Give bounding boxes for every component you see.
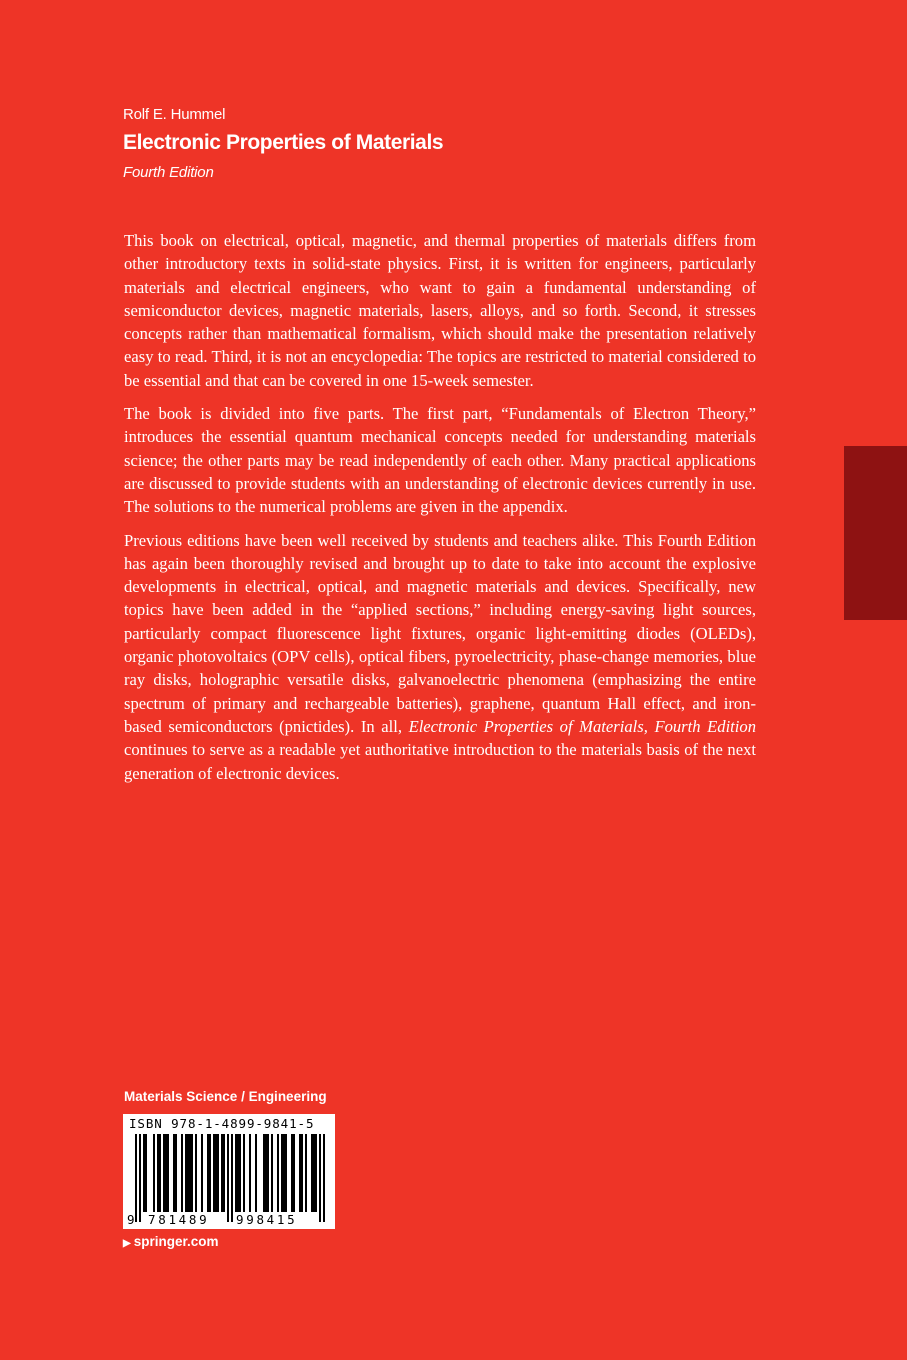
- barcode-digits-left: 781489: [148, 1212, 210, 1227]
- barcode-bar: [283, 1134, 285, 1212]
- spine-color-tab: [844, 446, 907, 620]
- barcode-bar: [271, 1134, 273, 1212]
- barcode-bar: [305, 1134, 307, 1212]
- barcode-bar: [163, 1134, 165, 1212]
- barcode-bar: [277, 1134, 279, 1212]
- barcode-bar: [181, 1134, 183, 1212]
- description-paragraph-2: The book is divided into five parts. The first part, “Fundamentals of Electron Theory,” introduces the essential quantum mechanical concepts needed for understanding materials science; the other parts may be read independently of each other. Many practical applications are discussed to provide students with an understanding of electronic devices currently in use. The solutions to the numerical problems are given in the appendix.: [124, 404, 756, 517]
- barcode-bar: [313, 1134, 315, 1212]
- publisher-website[interactable]: [123, 1234, 218, 1249]
- barcode-bar: [165, 1134, 167, 1212]
- barcode-bar: [301, 1134, 303, 1212]
- barcode-bar: [231, 1134, 233, 1222]
- barcode-bar: [207, 1134, 209, 1212]
- barcode-bar: [323, 1134, 325, 1222]
- barcode-bar: [235, 1134, 237, 1212]
- barcode-digit-first: 9: [127, 1212, 135, 1227]
- website-label: springer.com: [133, 1234, 219, 1249]
- barcode-bar: [195, 1134, 197, 1212]
- barcode-bar: [267, 1134, 269, 1212]
- barcode-bar: [159, 1134, 161, 1212]
- description-paragraph-1: This book on electrical, optical, magnetic, and thermal properties of materials differs from other introductory texts in solid-state physics. First, it is written for engineers, particularly materials and electrical engineers, who want to gain a fundamental understanding of semiconductor devices, magnetic materials, lasers, alloys, and so forth. Second, it stresses concepts rather than mathematical formalism, which should make the presentation relatively easy to read. Third, it is not an encyclopedia: The topics are restricted to material considered to be essential and that can be covered in one 15-week semester.: [124, 231, 756, 390]
- barcode-bar: [173, 1134, 175, 1212]
- barcode-bar: [249, 1134, 251, 1212]
- barcode-bar: [319, 1134, 321, 1222]
- barcode-bar: [209, 1134, 211, 1212]
- barcode-bar: [217, 1134, 219, 1212]
- barcode-bar: [293, 1134, 295, 1212]
- barcode-bar: [265, 1134, 267, 1212]
- subject-category: Materials Science / Engineering: [124, 1089, 327, 1104]
- barcode-bar: [223, 1134, 225, 1212]
- barcode-bar: [311, 1134, 313, 1212]
- barcode-bar: [153, 1134, 155, 1212]
- barcode-digits-right: 998415: [236, 1212, 298, 1227]
- barcode-bar: [185, 1134, 187, 1212]
- book-title: Electronic Properties of Materials: [123, 131, 444, 154]
- barcode-bar: [227, 1134, 229, 1222]
- barcode-bar: [255, 1134, 257, 1212]
- barcode-bar: [263, 1134, 265, 1212]
- book-description: [124, 229, 756, 795]
- author-name: Rolf E. Hummel: [123, 106, 226, 123]
- paragraph-3-text-start: Previous editions have been well received by students and teachers alike. This Fourth Edition has again been thoroughly revised and brought up to date to take into account the explosive developments in electrical, optical, and magnetic materials and devices. Specifically, new topics have been added in the “applied sections,” including energy-saving light sources, particularly compact fluorescence light fixtures, organic light-emitting diodes (OLEDs), organic photovoltaics (OPV cells), optical fibers, pyroelectricity, phase-change memories, blue ray disks, holographic versatile disks, galvanoelectric phenomena (emphasizing the entire spectrum of primary and rechargeable batteries), graphene, quantum Hall effect, and iron-based semiconductors (pnictides). In all,: [124, 530, 756, 736]
- barcode-bar: [167, 1134, 169, 1212]
- description-paragraph-3: [124, 529, 756, 785]
- barcode-bar: [281, 1134, 283, 1212]
- barcode-bar: [299, 1134, 301, 1212]
- barcode-bar: [213, 1134, 215, 1212]
- barcode-bar: [191, 1134, 193, 1212]
- barcode-bar: [187, 1134, 189, 1212]
- barcode-bar: [291, 1134, 293, 1212]
- barcode-bar: [215, 1134, 217, 1212]
- triangle-right-icon: ▶: [123, 1238, 131, 1249]
- barcode-bar: [239, 1134, 241, 1212]
- barcode-bar: [135, 1134, 137, 1222]
- isbn-label: ISBN 978-1-4899-9841-5: [129, 1116, 315, 1131]
- barcode-bar: [139, 1134, 141, 1222]
- barcode-bar: [145, 1134, 147, 1212]
- paragraph-3-text-end: continues to serve as a readable yet authoritative introduction to the materials basis of the next generation of electronic devices.: [124, 740, 756, 783]
- barcode-bar: [315, 1134, 317, 1212]
- isbn-barcode: [123, 1114, 335, 1229]
- barcode-bar: [221, 1134, 223, 1212]
- edition-label: Fourth Edition: [123, 164, 214, 181]
- barcode-bar: [243, 1134, 245, 1212]
- barcode-bar: [237, 1134, 239, 1212]
- barcode-bar: [175, 1134, 177, 1212]
- barcode-bar: [143, 1134, 145, 1212]
- barcode-bar: [285, 1134, 287, 1212]
- barcode-bar: [157, 1134, 159, 1212]
- barcode-bar: [201, 1134, 203, 1212]
- barcode-bar: [189, 1134, 191, 1212]
- paragraph-3-book-title: Electronic Properties of Materials, Fourth Edition: [408, 716, 756, 736]
